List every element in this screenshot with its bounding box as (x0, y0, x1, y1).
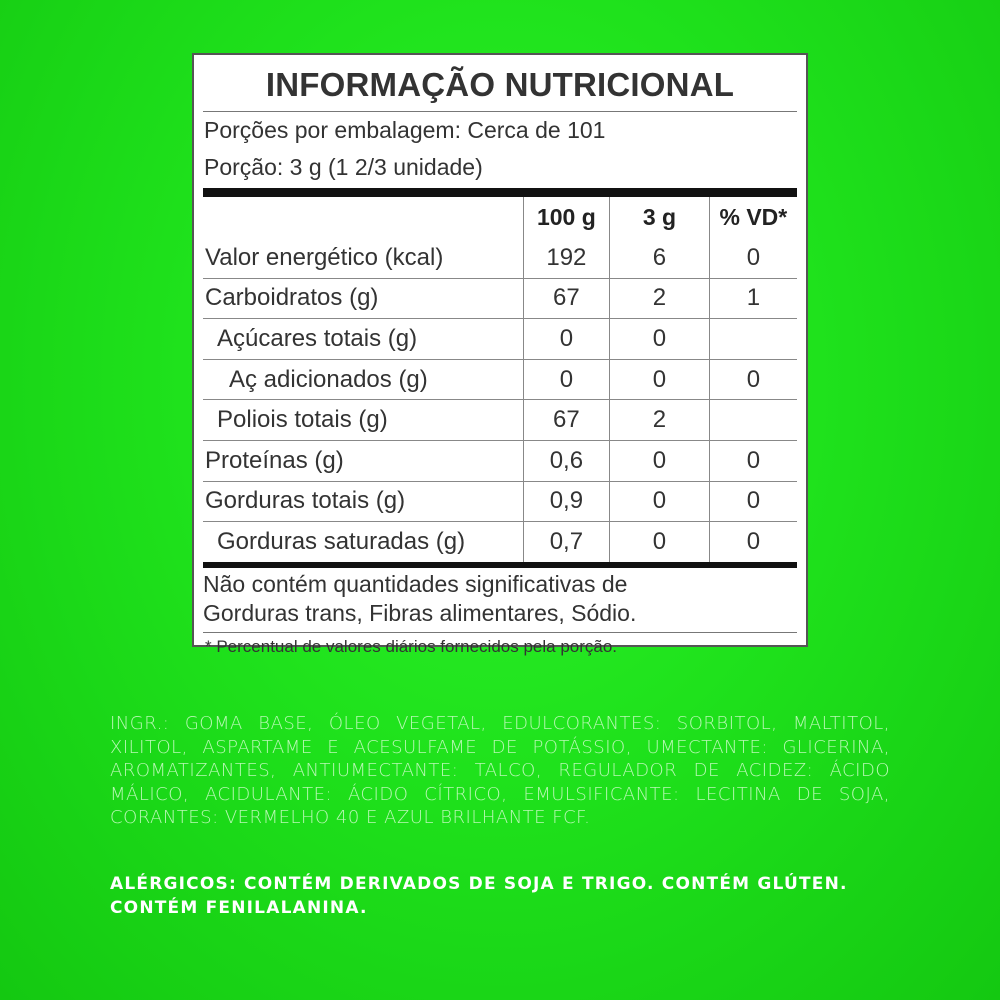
allergens-line-2: CONTÉM FENILALANINA. (110, 898, 368, 918)
header-per-serving: 3 g (610, 197, 710, 238)
header-blank (203, 197, 523, 238)
table-row (203, 238, 797, 278)
nutrient-name: Aç adicionados (g) (229, 365, 428, 393)
table-row (203, 440, 797, 481)
value-per-100g: 0 (523, 319, 610, 360)
value-per-100g: 0,6 (523, 440, 610, 481)
value-per-serving: 0 (610, 319, 710, 360)
value-per-serving: 0 (610, 481, 710, 522)
value-daily (709, 319, 797, 360)
table-row (203, 278, 797, 319)
nutrition-facts-label (192, 53, 808, 656)
nutrient-name: Gorduras totais (g) (205, 487, 406, 515)
allergens-line-1: ALÉRGICOS: CONTÉM DERIVADOS DE SOJA E TRIGO. CONTÉM GLÚTEN. (110, 874, 848, 894)
footer-line-1: Não contém quantidades significativas de (203, 570, 628, 597)
value-per-100g: 0,9 (523, 481, 610, 522)
value-per-100g: 67 (523, 278, 610, 319)
value-daily: 0 (709, 522, 797, 562)
value-daily: 0 (709, 481, 797, 522)
nutrient-name: Gorduras saturadas (g) (217, 527, 466, 555)
footer-line-2: Gorduras trans, Fibras alimentares, Sódio. (203, 599, 637, 626)
nutrition-table (203, 197, 797, 562)
nutrient-name: Proteínas (g) (205, 446, 344, 474)
value-per-serving: 2 (610, 278, 710, 319)
servings-per-package: Porções por embalagem: Cerca de 101 (204, 117, 606, 143)
allergens-text (110, 872, 900, 920)
nutrition-rows (203, 238, 797, 562)
table-row (203, 319, 797, 360)
table-row (203, 522, 797, 562)
footnote: * Percentual de valores diários fornecidos pela porção. (205, 636, 618, 656)
value-per-100g: 0 (523, 359, 610, 400)
header-per-100g: 100 g (523, 197, 610, 238)
value-per-100g: 67 (523, 400, 610, 441)
nutrition-footer (203, 568, 797, 633)
value-per-serving: 6 (610, 238, 710, 278)
nutrient-name: Carboidratos (g) (205, 284, 379, 312)
value-per-serving: 0 (610, 359, 710, 400)
serving-size: Porção: 3 g (1 2/3 unidade) (204, 154, 483, 180)
value-daily: 0 (709, 359, 797, 400)
value-daily: 1 (709, 278, 797, 319)
value-daily (709, 400, 797, 441)
table-row (203, 400, 797, 441)
table-header-row (203, 197, 797, 238)
value-per-100g: 192 (523, 238, 610, 278)
value-daily: 0 (709, 238, 797, 278)
value-daily: 0 (709, 440, 797, 481)
value-per-100g: 0,7 (523, 522, 610, 562)
header-daily-value: % VD* (709, 197, 797, 238)
nutrient-name: Valor energético (kcal) (205, 243, 444, 271)
label-title: INFORMAÇÃO NUTRICIONAL (203, 55, 797, 112)
ingredients-text: INGR.: GOMA BASE, ÓLEO VEGETAL, EDULCORANTES: SORBITOL, MALTITOL, XILITOL, ASPARTAME E ACESULFAME DE POTÁSSIO, UMECTANTE: GLICERINA, AROMATIZANTES, ANTIUMECTANTE: TALCO, REGULADOR DE ACIDEZ: ÁCIDO MÁLICO, ACIDULANTE: ÁCIDO CÍTRICO, EMULSIFICANTE: LECITINA DE SOJA, CORANTES: VERMELHO 40 E AZUL BRILHANTE FCF. (110, 713, 890, 828)
nutrient-name: Açúcares totais (g) (217, 324, 418, 352)
value-per-serving: 2 (610, 400, 710, 441)
table-row (203, 481, 797, 522)
table-row (203, 359, 797, 400)
nutrient-name: Poliois totais (g) (217, 406, 388, 434)
thick-divider (203, 188, 797, 197)
value-per-serving: 0 (610, 440, 710, 481)
value-per-serving: 0 (610, 522, 710, 562)
